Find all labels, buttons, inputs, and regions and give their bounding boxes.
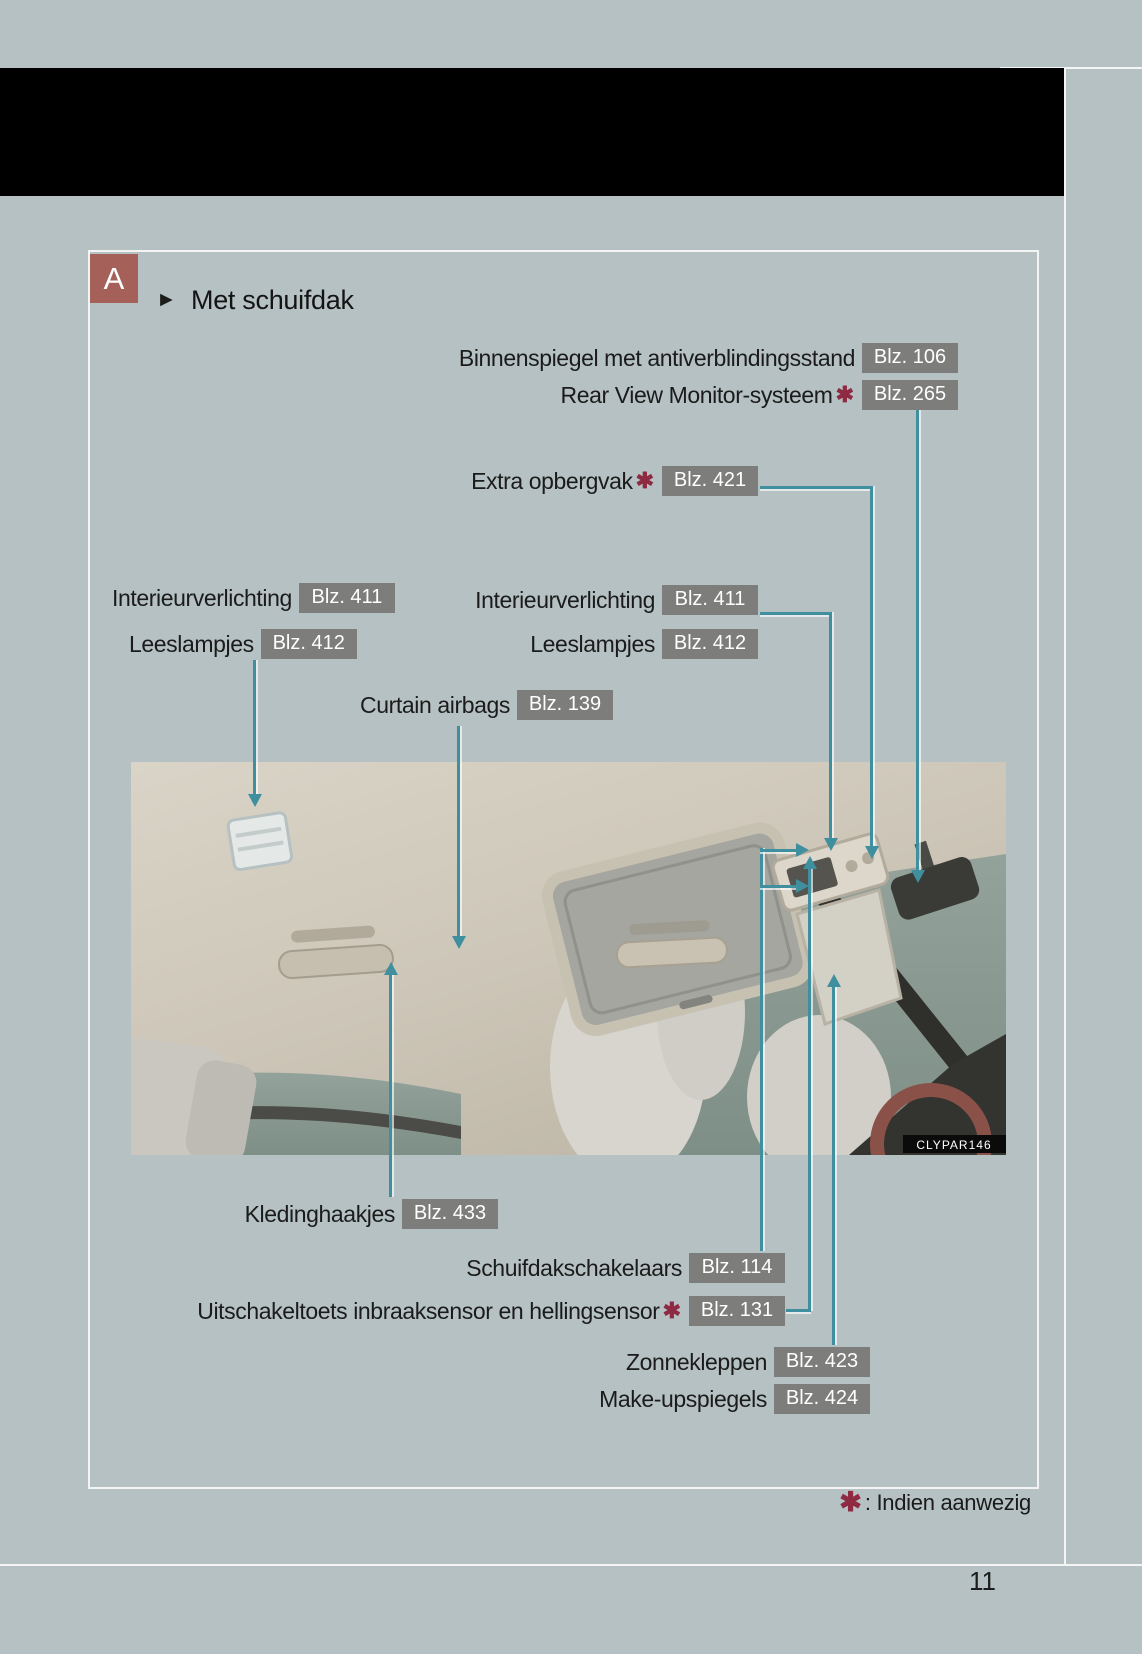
callout-label: Leeslampjes (530, 630, 655, 657)
svg-text:CLYPAR146: CLYPAR146 (916, 1138, 992, 1152)
page-ref-badge: Blz. 433 (402, 1199, 498, 1229)
callout-label: Kledinghaakjes (244, 1200, 395, 1227)
top-banner (0, 68, 1065, 196)
callout-leeslampjes-right (530, 628, 758, 660)
page-ref-badge: Blz. 265 (862, 380, 958, 410)
page-ref-badge: Blz. 424 (774, 1384, 870, 1414)
page-ref-badge: Blz. 131 (689, 1296, 785, 1326)
callout-make-upspiegels (599, 1383, 870, 1415)
section-letter-badge: A (90, 254, 138, 303)
callout-binnenspiegel (459, 342, 958, 374)
callout-kledinghaakjes (245, 1198, 498, 1230)
photo-watermark (903, 1135, 1006, 1153)
callout-rear-view-monitor (561, 379, 959, 411)
callout-label: Interieurverlichting (112, 584, 292, 611)
callout-label: Make-upspiegels (599, 1385, 767, 1412)
callout-label: Interieurverlichting (475, 586, 655, 613)
page-ref-badge: Blz. 412 (261, 629, 357, 659)
page-ref-badge: Blz. 423 (774, 1347, 870, 1377)
interior-light (227, 812, 292, 870)
callout-zonnekleppen (626, 1346, 870, 1378)
callout-leeslampjes-left (129, 628, 357, 660)
asterisk-marker: ✱ (839, 1487, 862, 1517)
car-interior-photo (131, 762, 1006, 1155)
callout-label: Rear View Monitor-systeem (560, 381, 833, 408)
page-ref-badge: Blz. 139 (517, 690, 613, 720)
callout-label: Schuifdakschakelaars (466, 1254, 682, 1281)
callout-interieurverlichting-left (112, 582, 395, 614)
callout-label: Leeslampjes (129, 630, 254, 657)
page-ref-badge: Blz. 411 (299, 583, 395, 613)
page-ref-badge: Blz. 411 (662, 585, 758, 615)
asterisk-marker: ✱ (635, 468, 654, 493)
asterisk-marker: ✱ (835, 382, 854, 407)
page-frame-right (1064, 67, 1066, 1566)
triangle-marker-icon: ► (156, 288, 177, 311)
page-ref-badge: Blz. 412 (662, 629, 758, 659)
page-ref-badge: Blz. 421 (662, 466, 758, 496)
footnote-text: : Indien aanwezig (864, 1489, 1031, 1515)
section-title: Met schuifdak (191, 285, 354, 315)
callout-label: Binnenspiegel met antiverblindingsstand (458, 344, 855, 371)
asterisk-marker: ✱ (662, 1298, 681, 1323)
callout-label: Zonnekleppen (626, 1348, 767, 1375)
page-ref-badge: Blz. 106 (862, 343, 958, 373)
callout-label: Curtain airbags (360, 691, 510, 718)
callout-label: Uitschakeltoets inbraaksensor en hellingsensor (197, 1297, 660, 1324)
callout-uitschakeltoets (197, 1295, 785, 1327)
callout-label: Extra opbergvak (471, 467, 633, 494)
callout-curtain-airbags (360, 689, 613, 721)
callout-schuifdakschakelaars (466, 1252, 785, 1284)
callout-extra-opbergvak (471, 465, 758, 497)
footnote (839, 1487, 1031, 1518)
page-number: 11 (969, 1566, 996, 1596)
callout-interieurverlichting-right (475, 584, 758, 616)
page-ref-badge: Blz. 114 (689, 1253, 785, 1283)
